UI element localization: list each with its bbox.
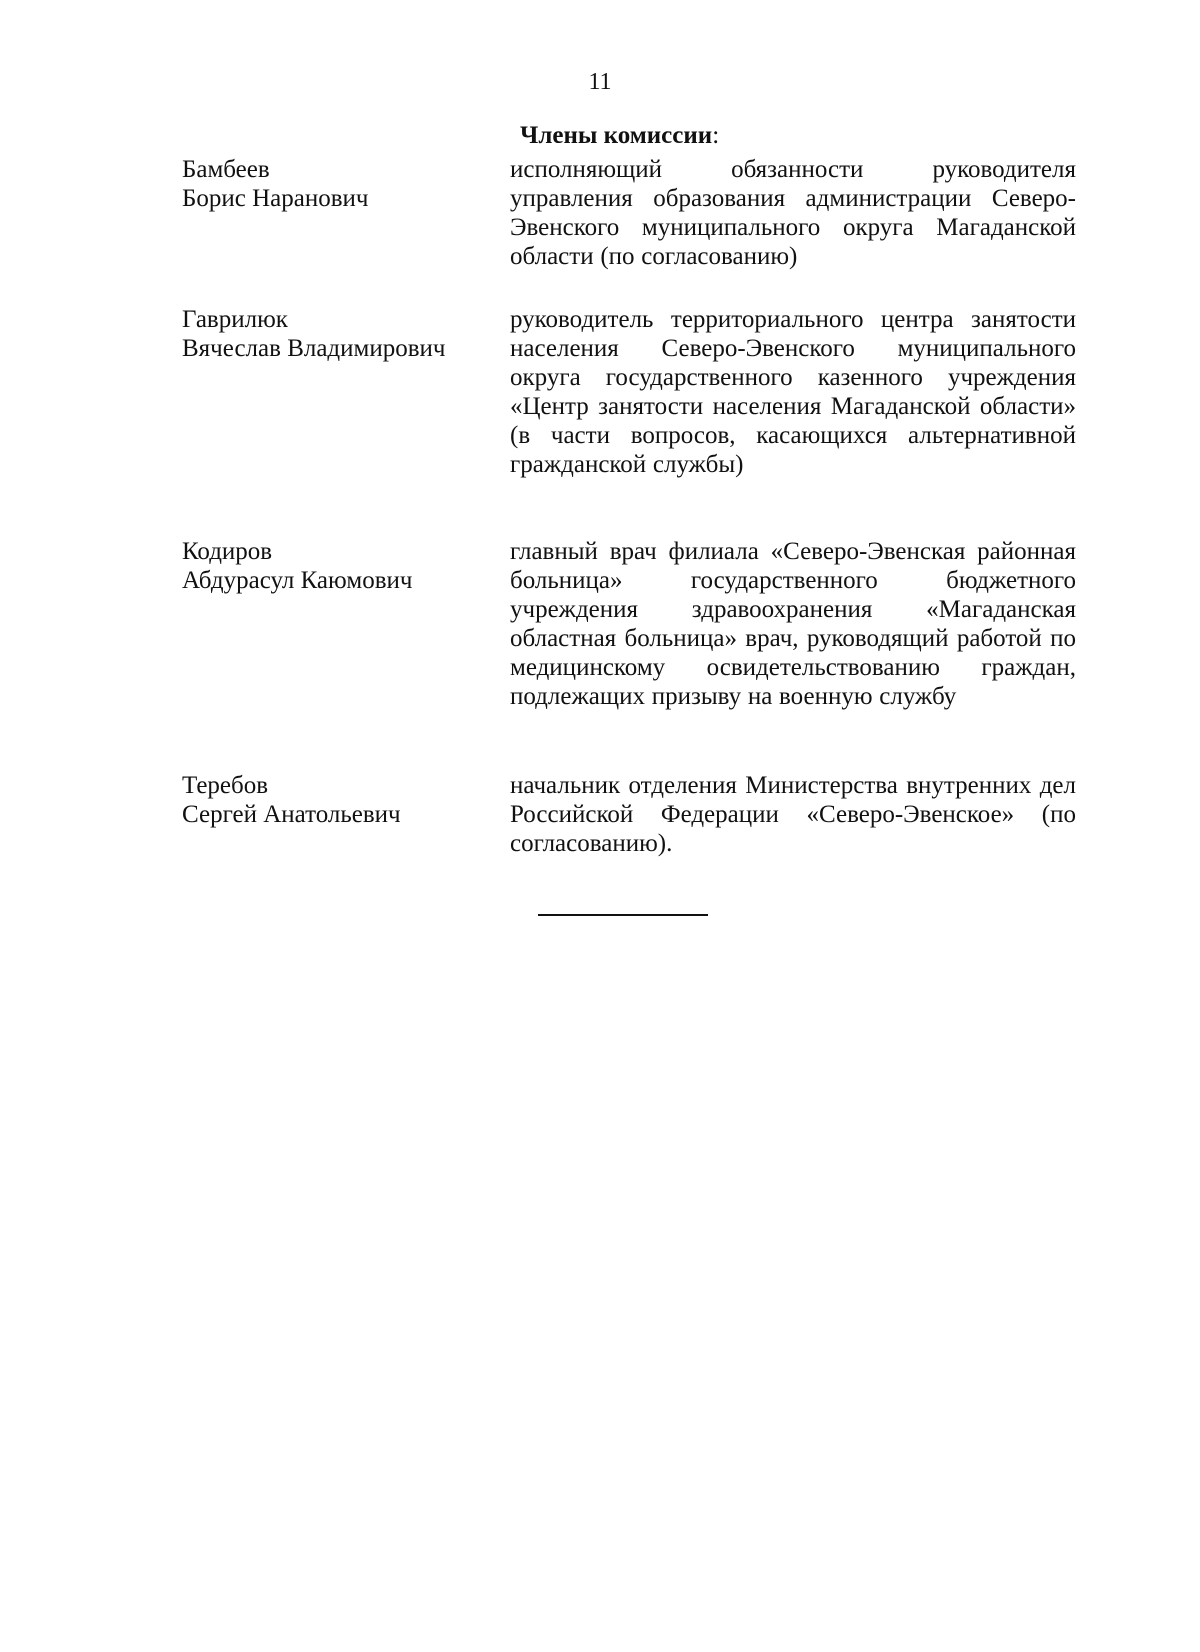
member-name: [182, 305, 482, 363]
member-given-names: Сергей Анатольевич: [182, 801, 401, 828]
member-role: руководитель территориального центра занятости населения Северо-Эвенского муниципального округа государственного казенного учреждения «Центр занятости населения Магаданской области» (в части вопросов, касающихся альтернативной гражданской службы): [510, 306, 1076, 478]
member-role: исполняющий обязанности руководителя управления образования администрации Северо-Эвенского муниципального округа Магаданской области (по согласованию): [510, 156, 1076, 270]
member-role: главный врач филиала «Северо-Эвенская районная больница» государственного бюджетного учреждения здравоохранения «Магаданская областная больница» врач, руководящий работой по медицинскому освидетельствованию граждан, подлежащих призыву на военную службу: [510, 538, 1076, 710]
member-name: [182, 771, 482, 829]
end-divider: [538, 914, 708, 916]
member-surname: Теребов: [182, 772, 269, 799]
member-name: [182, 537, 482, 595]
member-surname: Бамбеев: [182, 156, 270, 183]
member-given-names: Абдурасул Каюмович: [182, 567, 413, 594]
section-title-colon: :: [712, 122, 720, 149]
member-surname: Гаврилюк: [182, 306, 288, 333]
member-surname: Кодиров: [182, 538, 273, 565]
member-given-names: Вячеслав Владимирович: [182, 335, 446, 362]
member-role: начальник отделения Министерства внутренних дел Российской Федерации «Северо-Эвенское» (по согласованию).: [510, 772, 1076, 857]
section-title-text: Члены комиссии: [520, 122, 713, 149]
section-title: [520, 121, 719, 151]
member-given-names: Борис Наранович: [182, 185, 369, 212]
member-name: [182, 155, 482, 213]
page-number: 11: [588, 69, 612, 95]
